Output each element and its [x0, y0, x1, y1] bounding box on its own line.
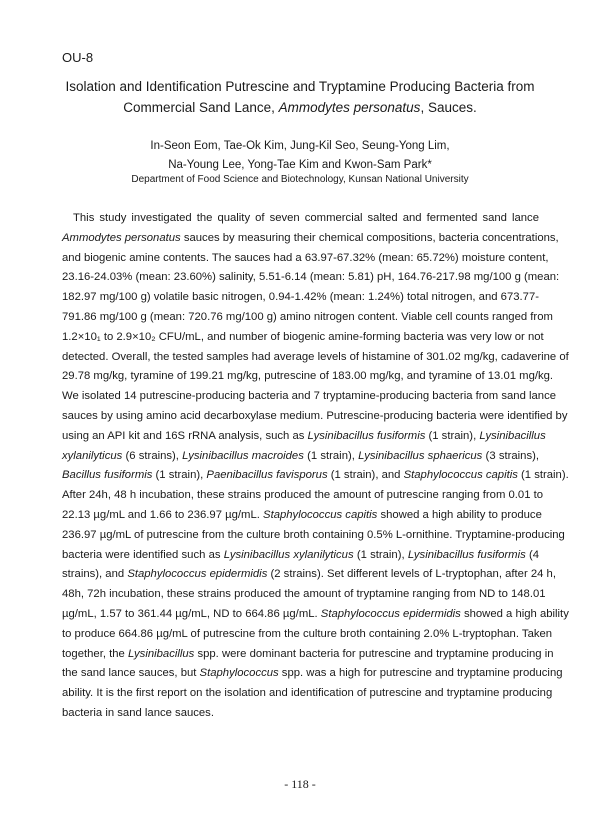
- species-name: Lysinibacillus fusiformis: [307, 429, 426, 442]
- abstract-text: strains), and: [62, 568, 128, 581]
- abstract-text: showed a high ability: [460, 607, 569, 620]
- title-line-1: Isolation and Identification Putrescine and Tryptamine Producing Bacteria from: [65, 79, 535, 94]
- affiliation: Department of Food Science and Biotechnology, Kunsan National University: [131, 174, 469, 185]
- abstract-text: (1 strain),: [425, 429, 480, 442]
- abstract-text: showed a high ability to produce: [377, 508, 542, 521]
- abstract-line: [62, 328, 544, 348]
- abstract-line: [62, 526, 565, 546]
- species-name: Staphylococcus capitis: [263, 508, 378, 521]
- species-name: Lysinibacillus sphaericus: [358, 449, 483, 462]
- title-text-a: Commercial Sand Lance,: [123, 100, 279, 115]
- species-name: Staphylococcus epidermidis: [320, 607, 461, 620]
- abstract-text: We isolated 14 putrescine-producing bacteria and 7 tryptamine-producing bacteria from sand lance: [62, 390, 556, 403]
- abstract-text: the sand lance sauces, but: [62, 667, 200, 680]
- species-name: Staphylococcus capitis: [403, 469, 518, 482]
- abstract-text: bacteria were identified such as: [62, 548, 224, 561]
- abstract-line: [62, 546, 539, 566]
- abstract-line: [62, 308, 553, 328]
- species-name: Lysinibacillus xylanilyticus: [223, 548, 354, 561]
- abstract-text: (6 strains),: [122, 449, 183, 462]
- title-species: Ammodytes personatus: [278, 100, 421, 115]
- abstract-line: [62, 387, 556, 407]
- abstract-line: [62, 565, 556, 585]
- abstract-text: 791.86 mg/100 g (mean: 720.76 mg/100 g) amino nitrogen content. Viable cell counts ranged from: [62, 310, 553, 323]
- species-name: Bacillus fusiformis: [62, 469, 153, 482]
- abstract-text: 236.97 µg/mL of putrescine from the culture broth containing 0.5% L-ornithine. Tryptamine-producing: [62, 528, 565, 541]
- abstract-text: (1 strain),: [152, 469, 207, 482]
- abstract-line: [62, 268, 560, 288]
- abstract-line: [62, 664, 563, 684]
- abstract-body: [62, 209, 569, 724]
- abstract-text: together, the: [62, 647, 128, 660]
- species-name: xylanilyticus: [62, 449, 123, 462]
- abstract-text: 1.2×10₁ to 2.9×10₂ CFU/mL, and number of biogenic amine-forming bacteria was very low or not: [62, 330, 544, 343]
- abstract-line: [62, 645, 554, 665]
- page-number: - 118 -: [284, 777, 316, 791]
- species-name: Lysinibacillus fusiformis: [407, 548, 526, 561]
- abstract-line: [62, 625, 553, 645]
- abstract-text: 48h, 72h incubation, these strains produced the amount of tryptamine ranging from ND to 148.01: [62, 588, 546, 601]
- abstract-line: [62, 209, 539, 229]
- abstract-line: [62, 249, 549, 269]
- abstract-text: 23.16-24.03% (mean: 23.60%) salinity, 5.51-6.14 (mean: 5.81) pH, 164.76-217.98 mg/100 g (mean:: [62, 271, 560, 284]
- species-name: Paenibacillus favisporus: [206, 469, 328, 482]
- abstract-text: using an API kit and 16S rRNA analysis, such as: [62, 429, 308, 442]
- abstract-line: [62, 407, 568, 427]
- title-text-b: , Sauces.: [420, 100, 477, 115]
- abstract-text: (1 strain),: [303, 449, 359, 462]
- abstract-text: (2 strains). Set different levels of L-tryptophan, after 24 h,: [267, 568, 556, 581]
- species-name: Ammodytes personatus: [62, 231, 181, 244]
- abstract-line: [62, 506, 542, 526]
- abstract-text: sauces by measuring their chemical compositions, bacteria concentrations,: [180, 231, 559, 244]
- abstract-text: (1 strain),: [353, 548, 408, 561]
- abstract-line: [62, 605, 569, 625]
- abstract-line: [62, 229, 559, 249]
- abstract-line: [62, 585, 546, 605]
- abstract-line: [62, 348, 569, 368]
- species-name: Lysinibacillus: [479, 429, 546, 442]
- abstract-text: (1 strain), and: [327, 469, 404, 482]
- abstract-text: detected. Overall, the tested samples had average levels of histamine of 301.02 mg/kg, cadaverine of: [62, 350, 569, 363]
- abstract-text: bacteria in sand lance sauces.: [62, 706, 214, 719]
- title-line-2: [40, 97, 560, 118]
- abstract-line: [62, 447, 539, 467]
- species-name: Lysinibacillus: [127, 647, 195, 660]
- abstract-text: 182.97 mg/100 g) volatile basic nitrogen, 0.94-1.42% (mean: 1.24%) total nitrogen, and 673.77-: [62, 291, 539, 304]
- abstract-text: and biogenic amine contents. The sauces had a 63.97-67.32% (mean: 65.72%) moisture content,: [62, 251, 549, 264]
- abstract-text: After 24h, 48 h incubation, these strains produced the amount of putrescine ranging from 0.01 to: [62, 489, 544, 502]
- authors-line-2: Na-Young Lee, Yong-Tae Kim and Kwon-Sam Park*: [168, 159, 432, 171]
- abstract-line: [62, 288, 539, 308]
- abstract-text: This study investigated the quality of seven commercial salted and fermented sand lance: [73, 212, 539, 224]
- abstract-line: [62, 427, 546, 447]
- authors-line-1: In-Seon Eom, Tae-Ok Kim, Jung-Kil Seo, Seung-Yong Lim,: [150, 140, 450, 152]
- abstract-line: [62, 486, 544, 506]
- abstract-text: 22.13 µg/mL and 1.66 to 236.97 µg/mL.: [62, 508, 264, 521]
- abstract-line: [62, 704, 539, 724]
- session-code: OU-8: [62, 50, 94, 65]
- species-name: Staphylococcus epidermidis: [127, 568, 268, 581]
- author-list: [40, 137, 560, 175]
- species-name: Lysinibacillus macroides: [182, 449, 304, 462]
- abstract-text: (3 strains),: [482, 449, 539, 462]
- abstract-text: sauces by using amino acid decarboxylase medium. Putrescine-producing bacteria were identified by: [62, 409, 568, 422]
- abstract-text: to produce 664.86 µg/mL of putrescine from the culture broth containing 2.0% L-tryptophan. Taken: [62, 627, 553, 640]
- abstract-text: (1 strain).: [517, 469, 569, 482]
- abstract-text: (4: [525, 548, 539, 561]
- abstract-text: spp. were dominant bacteria for putrescine and tryptamine producing in: [194, 647, 554, 660]
- abstract-text: 29.78 mg/kg, tyramine of 199.21 mg/kg, putrescine of 183.00 mg/kg, and tyramine of 13.01 mg/kg.: [62, 370, 554, 383]
- abstract-line: [62, 466, 569, 486]
- abstract-text: µg/mL, 1.57 to 361.44 µg/mL, ND to 664.86 µg/mL.: [62, 607, 321, 620]
- abstract-line: [62, 684, 553, 704]
- paper-title: [40, 76, 560, 118]
- abstract-text: spp. was a high for putrescine and tryptamine producing: [278, 667, 563, 680]
- abstract-text: ability. It is the first report on the isolation and identification of putrescine and tryptamine producing: [62, 687, 553, 700]
- species-name: Staphylococcus: [199, 667, 279, 680]
- abstract-line: [62, 367, 554, 387]
